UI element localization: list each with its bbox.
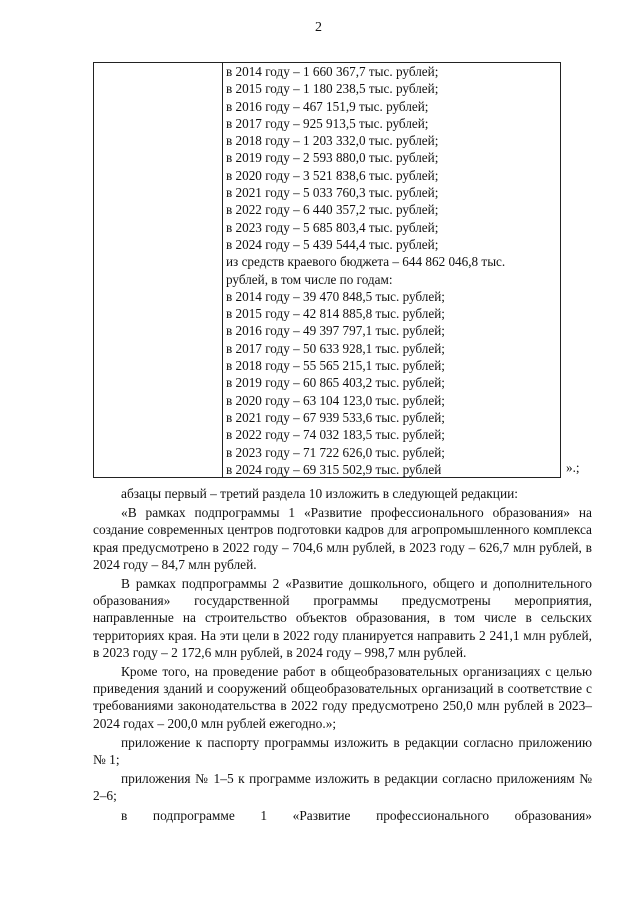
table-line: в 2023 году – 5 685 803,4 тыс. рублей; [226, 219, 439, 235]
table-line: в 2014 году – 1 660 367,7 тыс. рублей; [226, 64, 439, 79]
table-line: в 2017 году – 925 913,5 тыс. рублей; [226, 115, 429, 131]
table-line: в 2017 году – 50 633 928,1 тыс. рублей; [226, 340, 445, 356]
table-line: в 2024 году – 5 439 544,4 тыс. рублей; [226, 236, 439, 252]
paragraph-subprogram-1-start: в подпрограмме 1 «Развитие профессионального образования» [121, 807, 592, 823]
table-line: в 2022 году – 74 032 183,5 тыс. рублей; [226, 427, 445, 443]
paragraph-intro: абзацы первый – третий раздела 10 изложить в следующей редакции: [121, 486, 519, 501]
table-right-cell [223, 63, 560, 477]
table-left-cell [94, 63, 223, 477]
paragraph-additional-works: Кроме того, на проведение работ в общеобразовательных организациях с целью приведения зданий и сооружений общеобразовательных организаций в соответствие с требованиями законодательства в 2022 году предусмотрено 250,0 млн рублей в 2023–2024 годах – 200,0 млн рублей ежегодно.»; [93, 664, 592, 731]
table-line: в 2016 году – 49 397 797,1 тыс. рублей; [226, 323, 445, 339]
paragraph-appendix-passport: приложение к паспорту программы изложить в редакции согласно приложению № 1; [93, 734, 592, 768]
table-line: в 2018 году – 55 565 215,1 тыс. рублей; [226, 358, 445, 374]
table-line: рублей, в том числе по годам: [226, 271, 393, 287]
paragraph-appendices-1-5: приложения № 1–5 к программе изложить в редакции согласно приложениям № 2–6; [93, 771, 592, 804]
table-line: в 2015 году – 1 180 238,5 тыс. рублей; [226, 81, 439, 97]
table-line: в 2014 году – 39 470 848,5 тыс. рублей; [226, 288, 445, 304]
table-line: в 2015 году – 42 814 885,8 тыс. рублей; [226, 306, 445, 322]
table-line: в 2019 году – 2 593 880,0 тыс. рублей; [226, 150, 439, 166]
table-line: в 2021 году – 5 033 760,3 тыс. рублей; [226, 185, 439, 201]
paragraph-subprogram-1: «В рамках подпрограммы 1 «Развитие профессионального образования» на создание современных центров подготовки кадров для агропромышленного комплекса края предусмотрено в 2022 году – 704,6 млн рублей, в 2023 году – 626,7 млн рублей, в 2024 году – 84,7 млн рублей. [93, 505, 592, 572]
paragraph-subprogram-2: В рамках подпрограммы 2 «Развитие дошкольного, общего и дополнительного образования» государственной программы предусмотрены мероприятия, направленные на строительство объектов образования, в том числе в сельских территориях края. На эти цели в 2022 году планируется направить 2 241,1 млн рублей, в 2023 году – 2 172,6 млн рублей, в 2024 году – 998,7 млн рублей. [93, 576, 592, 660]
table-line: в 2018 году – 1 203 332,0 тыс. рублей; [226, 133, 439, 149]
table-line: в 2022 году – 6 440 357,2 тыс. рублей; [226, 202, 439, 218]
table-line: из средств краевого бюджета – 644 862 046,8 тыс. [226, 254, 506, 270]
table-line: в 2019 году – 60 865 403,2 тыс. рублей; [226, 375, 445, 391]
document-body [93, 485, 592, 824]
table-line: в 2020 году – 3 521 838,6 тыс. рублей; [226, 167, 439, 183]
table-closing-mark: ».; [566, 460, 580, 475]
budget-table [93, 62, 561, 478]
table-line: в 2024 году – 69 315 502,9 тыс. рублей [226, 461, 442, 477]
table-line: в 2023 году – 71 722 626,0 тыс. рублей; [226, 444, 445, 460]
table-line: в 2016 году – 467 151,9 тыс. рублей; [226, 98, 429, 114]
page-number: 2 [315, 20, 322, 35]
table-line: в 2020 году – 63 104 123,0 тыс. рублей; [226, 392, 445, 408]
table-line: в 2021 году – 67 939 533,6 тыс. рублей; [226, 409, 445, 425]
